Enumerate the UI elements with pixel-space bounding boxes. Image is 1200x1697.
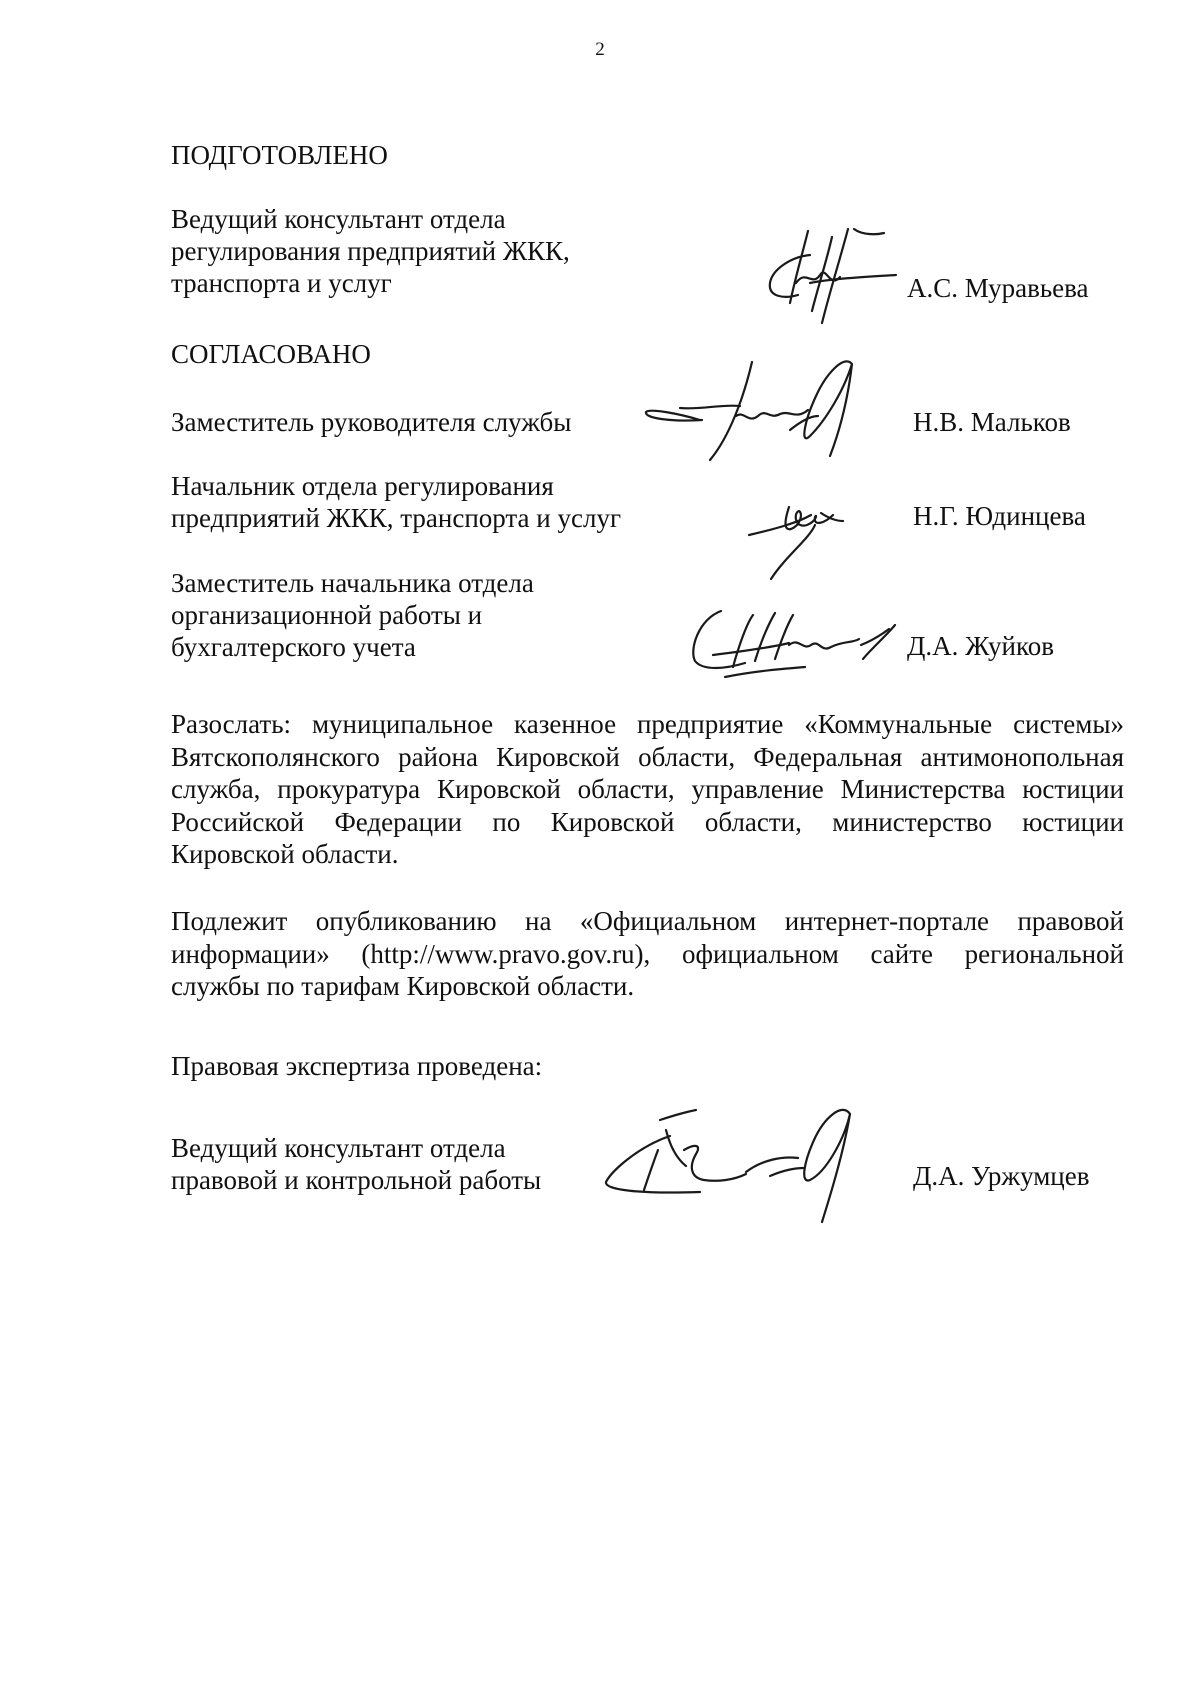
- signer-name: Н.Г. Юдинцева: [913, 501, 1086, 531]
- publication-line: информации» (http://www.pravo.gov.ru), официальном сайте региональной: [171, 938, 1124, 969]
- signer-position-line: Заместитель начальника отдела: [171, 568, 534, 598]
- prepared-position-line: транспорта и услуг: [171, 268, 392, 298]
- signer-position-line: бухгалтерского учета: [171, 632, 416, 662]
- distribution-line: служба, прокуратура Кировской области, управление Министерства юстиции: [171, 774, 1124, 804]
- distribution-paragraph: [171, 708, 1124, 871]
- publication-line: службы по тарифам Кировской области.: [171, 971, 635, 1001]
- signature-muravyeva: [750, 225, 900, 335]
- signer-name: Н.В. Мальков: [913, 407, 1071, 437]
- distribution-line: Вятскополянского района Кировской области, Федеральная антимонопольная: [171, 741, 1124, 772]
- prepared-position-line: Ведущий консультант отдела: [171, 204, 506, 234]
- prepared-position: [171, 203, 570, 299]
- signature-zhuykov: [685, 605, 900, 680]
- page-number: 2: [595, 39, 605, 60]
- signer-position: Заместитель руководителя службы: [171, 407, 572, 437]
- signer-position-line: организационной работы и: [171, 600, 483, 630]
- publication-paragraph: [171, 905, 1124, 1003]
- signer-position-line: Начальник отдела регулирования: [171, 471, 554, 501]
- legal-review-heading: Правовая экспертиза проведена:: [171, 1051, 543, 1081]
- legal-review-position: [171, 1132, 541, 1196]
- legal-review-position-line: Ведущий консультант отдела: [171, 1133, 506, 1163]
- prepared-position-line: регулирования предприятий ЖКК,: [171, 236, 570, 266]
- signature-urzhumtsev: [600, 1100, 870, 1225]
- legal-review-position-line: правовой и контрольной работы: [171, 1165, 542, 1195]
- publication-line: Подлежит опубликованию на «Официальном интернет-портале правовой: [171, 906, 1124, 936]
- signer-position: [171, 470, 621, 534]
- agreed-heading: СОГЛАСОВАНО: [171, 339, 371, 369]
- signature-yudintseva: [745, 495, 855, 585]
- distribution-line: Кировской области.: [171, 839, 399, 869]
- signer-name: Д.А. Жуйков: [907, 631, 1054, 661]
- signer-position: [171, 567, 534, 663]
- distribution-line: Российской Федерации по Кировской области, министерство юстиции: [171, 806, 1124, 837]
- signature-malkov: [640, 350, 870, 475]
- legal-review-signer-name: Д.А. Уржумцев: [913, 1161, 1090, 1191]
- prepared-signer-name: А.С. Муравьева: [907, 273, 1089, 303]
- distribution-line: Разослать: муниципальное казенное предприятие «Коммунальные системы»: [171, 709, 1124, 739]
- signer-position-line: предприятий ЖКК, транспорта и услуг: [171, 503, 622, 533]
- prepared-heading: ПОДГОТОВЛЕНО: [171, 140, 388, 170]
